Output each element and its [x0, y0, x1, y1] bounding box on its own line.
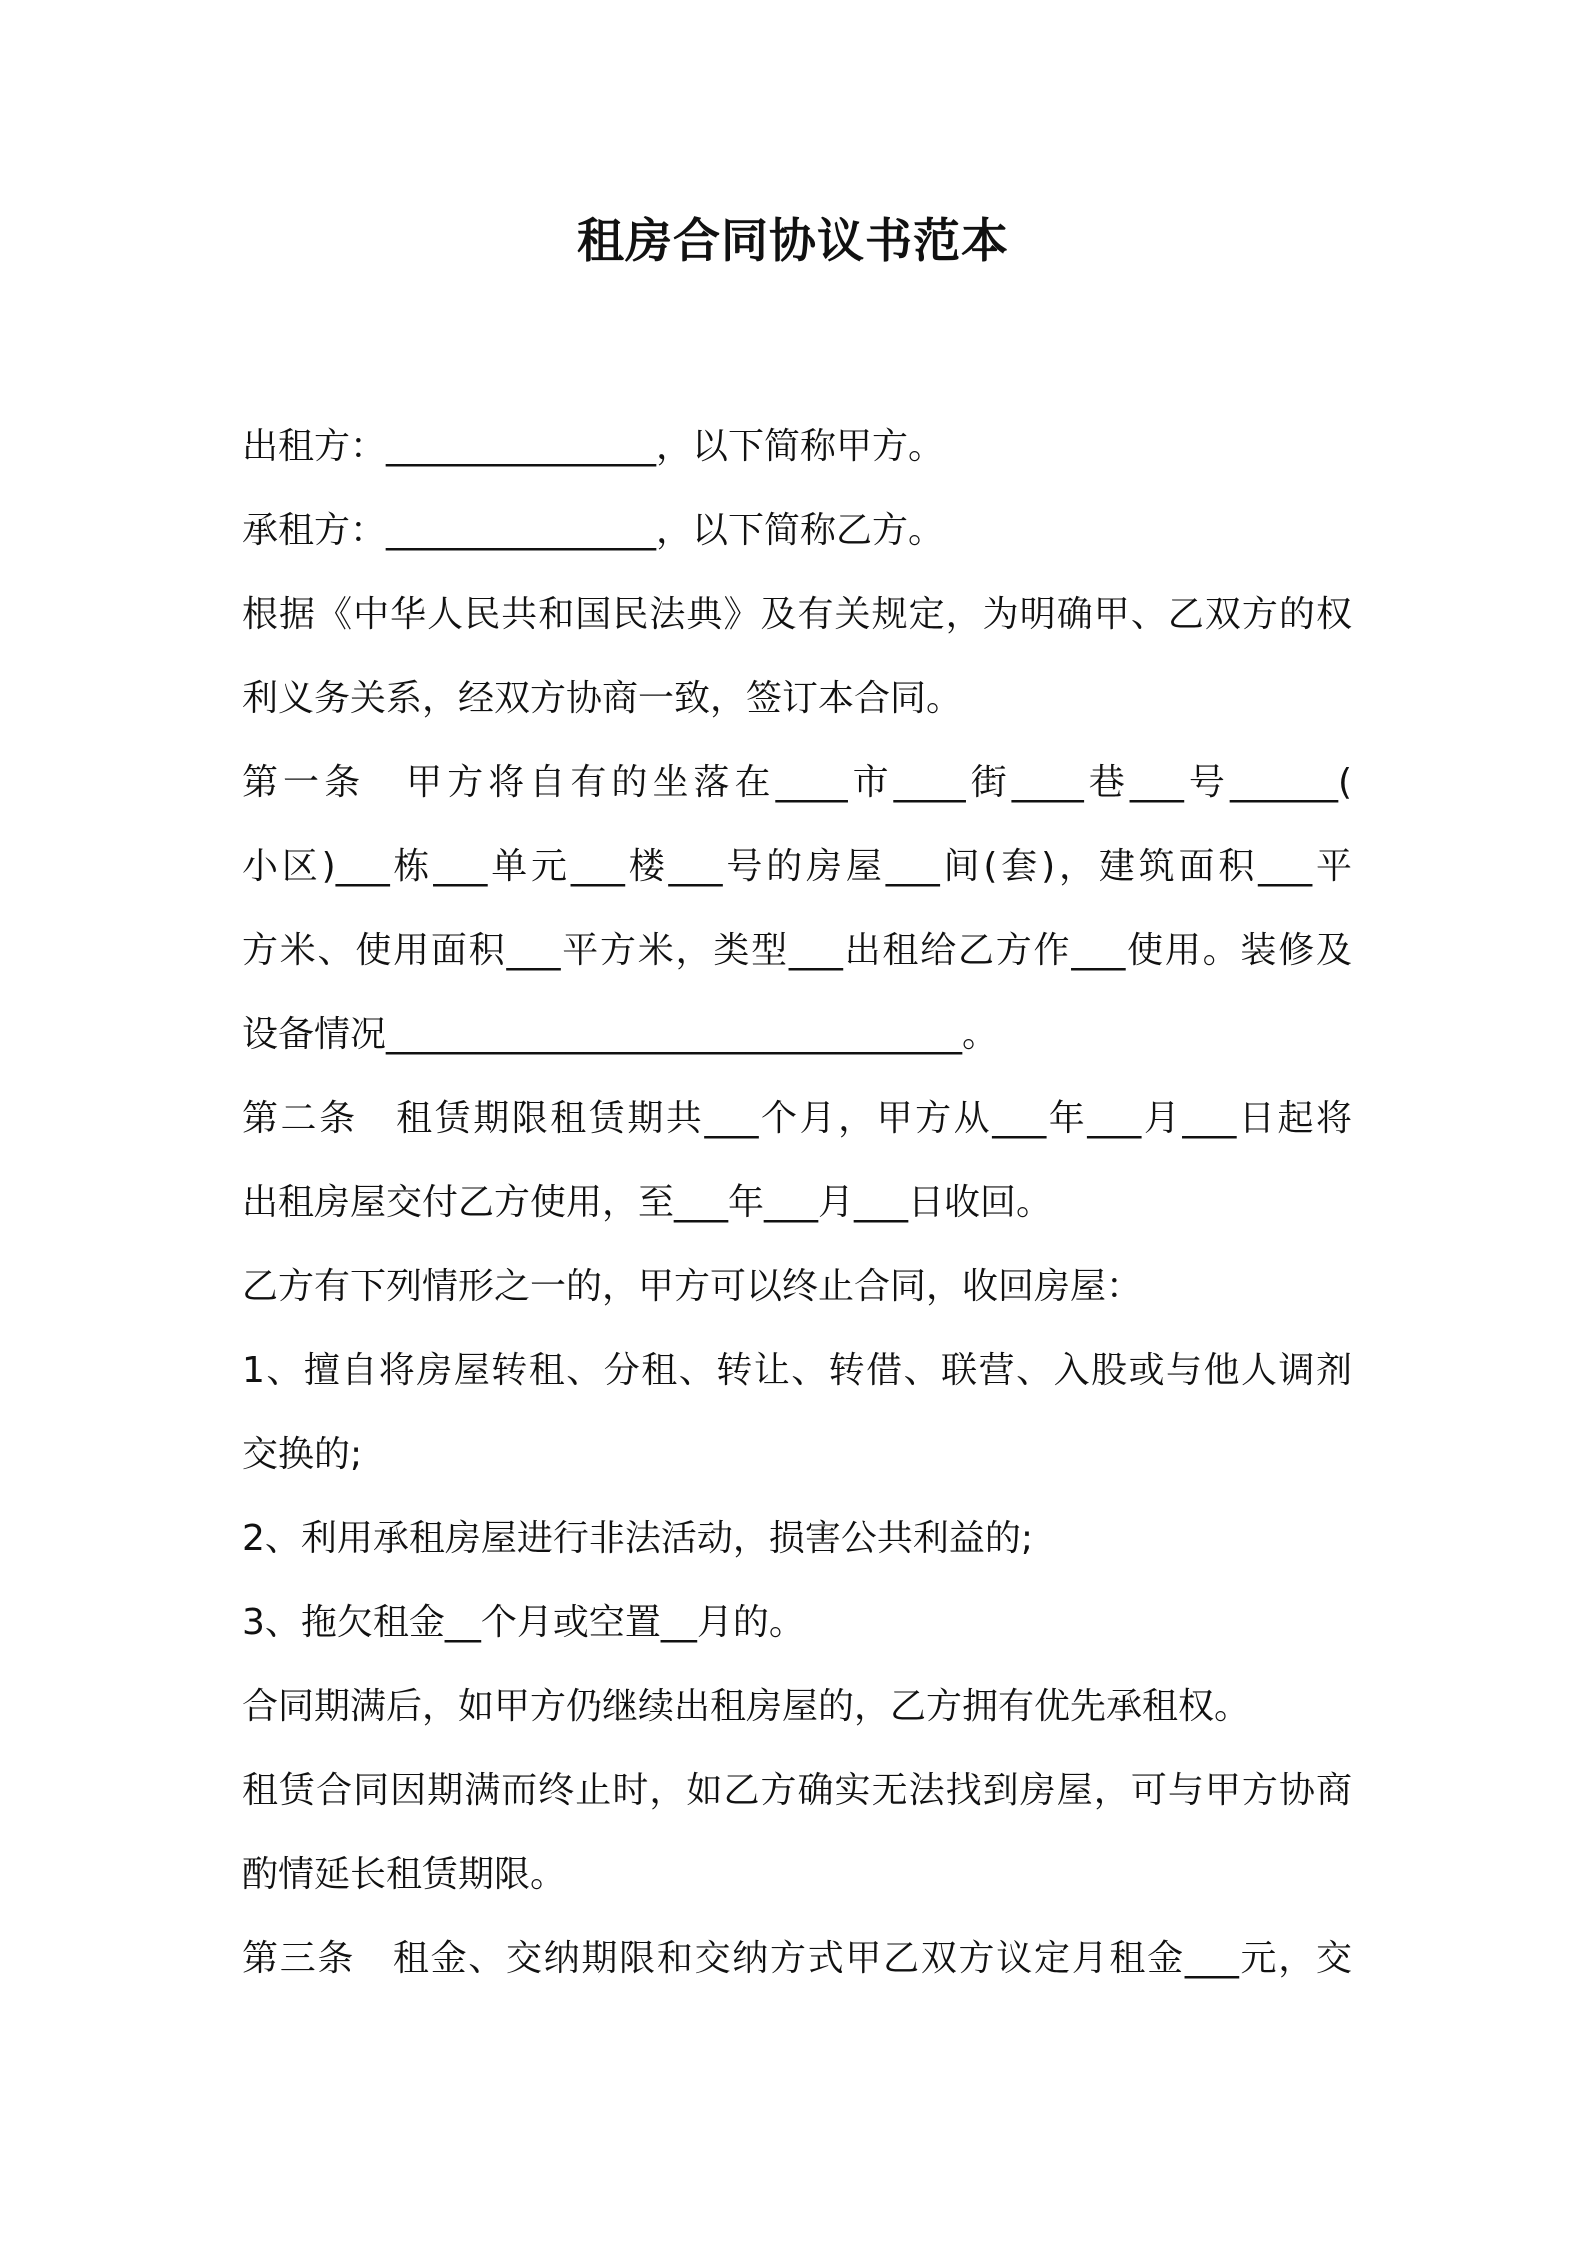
article-2-line: 出租房屋交付乙方使用，至___年___月___日收回。	[242, 1182, 1053, 1223]
article-1-line: 第一条 甲方将自有的坐落在____市____街____巷___号______(	[242, 762, 1352, 803]
termination-item-1-line: 1、擅自将房屋转租、分租、转让、转借、联营、入股或与他人调剂	[242, 1350, 1352, 1391]
document-body	[242, 405, 1352, 2001]
article-1-line: 小区)___栋___单元___楼___号的房屋___间(套)，建筑面积___平	[242, 846, 1352, 887]
extension-line: 租赁合同因期满而终止时，如乙方确实无法找到房屋，可与甲方协商	[242, 1770, 1352, 1811]
document-title: 租房合同协议书范本	[577, 214, 1009, 269]
article-1-line: 设备情况________________________________。	[242, 1014, 999, 1055]
lessor-line: 出租方：_______________，以下简称甲方。	[242, 426, 945, 467]
termination-item-2-line: 2、利用承租房屋进行非法活动，损害公共利益的;	[242, 1518, 1034, 1559]
lessee-line: 承租方：_______________，以下简称乙方。	[242, 510, 945, 551]
paragraph-line: 根据《中华人民共和国民法典》及有关规定，为明确甲、乙双方的权	[242, 594, 1352, 635]
extension-line: 酌情延长租赁期限。	[242, 1854, 567, 1895]
article-1-line: 方米、使用面积___平方米，类型___出租给乙方作___使用。装修及	[242, 930, 1352, 971]
termination-item-1-line: 交换的;	[242, 1434, 363, 1475]
article-2-line: 第二条 租赁期限租赁期共___个月，甲方从___年___月___日起将	[242, 1098, 1352, 1139]
article-3-line: 第三条 租金、交纳期限和交纳方式甲乙双方议定月租金___元，交	[242, 1938, 1352, 1979]
paragraph-line: 利义务关系，经双方协商一致，签订本合同。	[242, 678, 963, 719]
termination-intro-line: 乙方有下列情形之一的，甲方可以终止合同，收回房屋：	[242, 1266, 1143, 1307]
termination-item-3-line: 3、拖欠租金__个月或空置__月的。	[242, 1602, 805, 1643]
renewal-line: 合同期满后，如甲方仍继续出租房屋的，乙方拥有优先承租权。	[242, 1686, 1251, 1727]
